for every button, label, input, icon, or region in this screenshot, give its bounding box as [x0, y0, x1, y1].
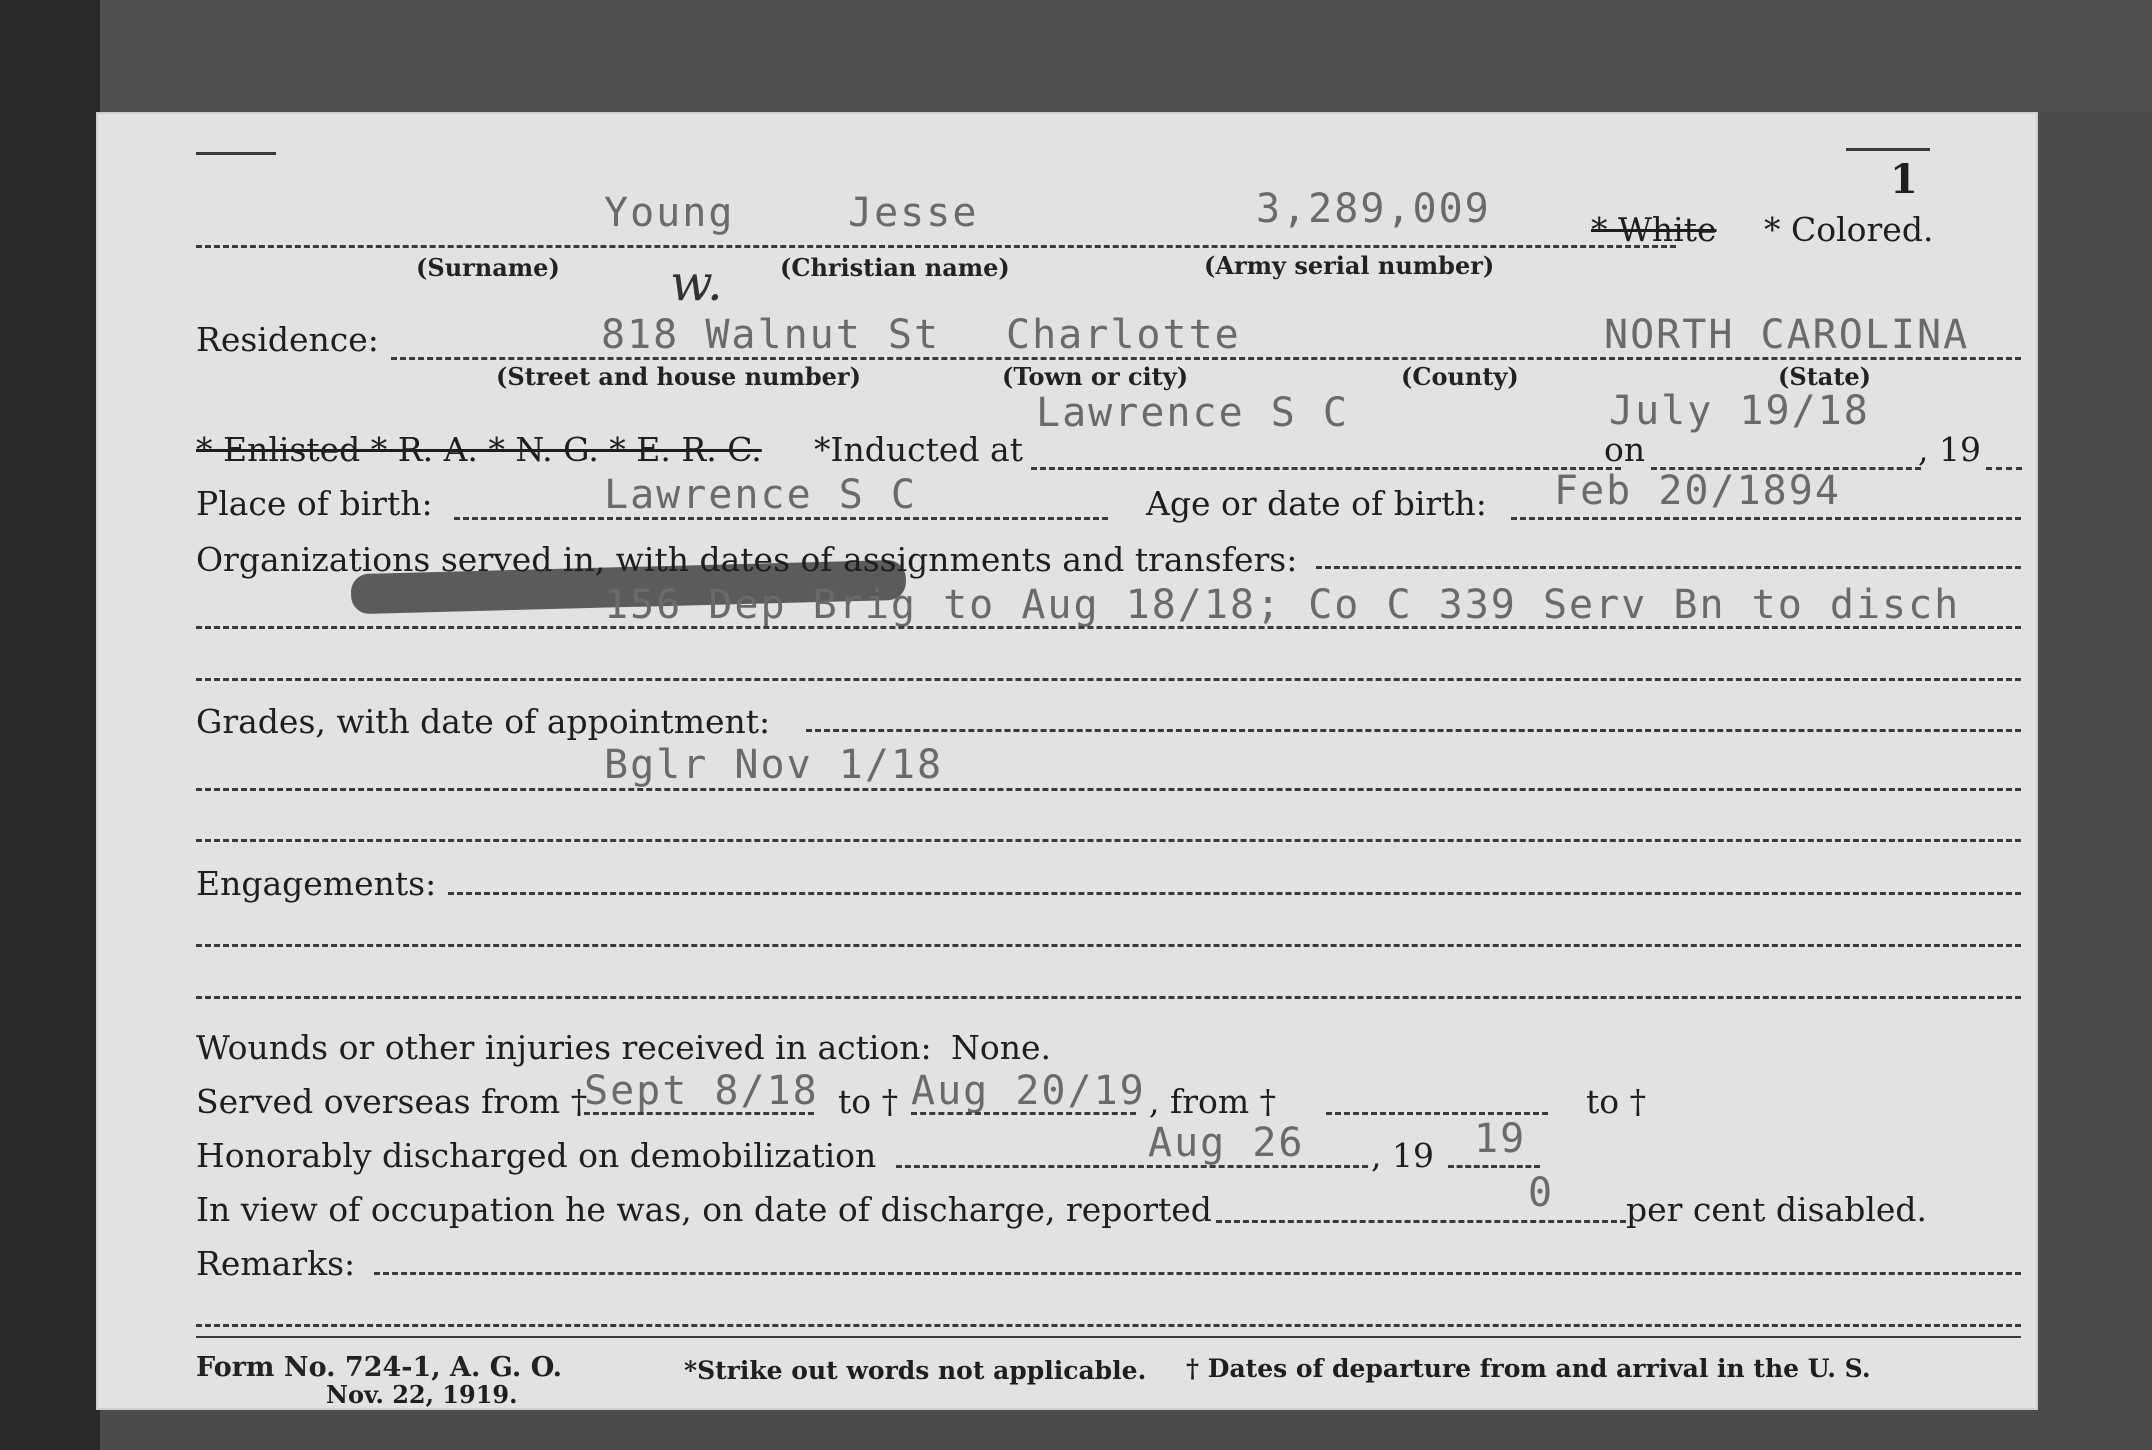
town-value: Charlotte [1006, 312, 1241, 358]
year-19-label: , 19 [1918, 430, 1981, 469]
inducted-line [1031, 467, 1621, 470]
christian-name-value: Jesse [848, 190, 979, 236]
discharge-year-line [1448, 1165, 1540, 1168]
second-from-line [1326, 1112, 1548, 1115]
engagements-label: Engagements: [196, 864, 437, 903]
surname-value: Young [604, 190, 735, 236]
wounds-label: Wounds or other injuries received in action: [196, 1028, 932, 1067]
scan-background-left [0, 0, 100, 1450]
footnote-strike: *Strike out words not applicable. [684, 1356, 1147, 1385]
discharge-year-value: 19 [1474, 1116, 1527, 1162]
caption-surname: (Surname) [416, 253, 560, 282]
state-value: NORTH CAROLINA [1604, 312, 1970, 358]
scan-background-top [100, 0, 2152, 112]
discharge-year-label: , 19 [1371, 1136, 1434, 1175]
top-left-rule [196, 152, 276, 155]
residence-label: Residence: [196, 320, 379, 359]
grades-value: Bglr Nov 1/18 [604, 742, 944, 788]
inducted-label: *Inducted at [814, 430, 1023, 469]
organizations-line-1 [1316, 566, 2021, 569]
on-label: on [1604, 430, 1646, 469]
footer-rule [196, 1336, 2021, 1338]
induction-place-value: Lawrence S C [1036, 390, 1349, 436]
discharge-date-line [896, 1165, 1368, 1168]
discharge-label: Honorably discharged on demobilization [196, 1136, 877, 1175]
overseas-to-value: Aug 20/19 [911, 1068, 1146, 1114]
per-cent-disabled-label: per cent disabled. [1626, 1190, 1928, 1229]
grades-label: Grades, with date of appointment: [196, 702, 771, 741]
organizations-line-3 [196, 678, 2021, 681]
dob-value: Feb 20/1894 [1554, 468, 1841, 514]
caption-serial-number: (Army serial number) [1204, 251, 1495, 280]
occupation-label: In view of occupation he was, on date of discharge, reported [196, 1190, 1212, 1229]
organizations-value: 156 Dep Brig to Aug 18/18; Co C 339 Serv Bn to disch [604, 582, 1961, 628]
form-date: Nov. 22, 1919. [326, 1380, 518, 1409]
overseas-from-line [584, 1112, 814, 1115]
handwritten-mark: w. [670, 254, 723, 312]
dob-label: Age or date of birth: [1146, 484, 1487, 523]
dob-line [1511, 517, 2021, 520]
caption-street: (Street and house number) [496, 362, 861, 391]
overseas-from-value: Sept 8/18 [584, 1068, 819, 1114]
enlisted-label: * Enlisted * R. A. * N. G. * E. R. C. [196, 430, 762, 469]
service-record-card [96, 112, 2038, 1410]
serial-number-value: 3,289,009 [1256, 186, 1491, 232]
second-to-label: to † [1586, 1082, 1647, 1121]
grades-line-3 [196, 839, 2021, 842]
remarks-line-2 [196, 1324, 2021, 1327]
remarks-line-1 [374, 1272, 2021, 1275]
engagements-line-2 [196, 944, 2021, 947]
residence-line [391, 357, 2021, 360]
race-white-label: * White [1591, 210, 1717, 249]
year-line [1986, 467, 2022, 470]
organizations-line-2 [196, 626, 2021, 629]
wounds-value: None. [951, 1028, 1052, 1067]
top-right-rule [1846, 148, 1930, 151]
engagements-line-1 [448, 892, 2021, 895]
caption-county: (County) [1401, 362, 1519, 391]
footnote-dates: † Dates of departure from and arrival in the U. S. [1186, 1354, 1871, 1383]
engagements-line-3 [196, 996, 2021, 999]
disability-value: 0 [1528, 1170, 1555, 1216]
induction-date-value: July 19/18 [1609, 388, 1870, 434]
caption-town: (Town or city) [1002, 362, 1189, 391]
caption-state: (State) [1778, 362, 1872, 391]
street-value: 818 Walnut St [601, 312, 941, 358]
birthplace-value: Lawrence S C [604, 472, 917, 518]
second-from-label: , from † [1149, 1082, 1277, 1121]
birthplace-label: Place of birth: [196, 484, 433, 523]
form-number: Form No. 724-1, A. G. O. [196, 1352, 563, 1383]
disability-line [1216, 1220, 1626, 1223]
remarks-label: Remarks: [196, 1244, 356, 1283]
caption-christian-name: (Christian name) [780, 253, 1010, 282]
name-line [196, 245, 1676, 248]
birthplace-line [454, 517, 1108, 520]
organizations-label: Organizations served in, with dates of assignments and transfers: [196, 540, 1298, 579]
grades-line-2 [196, 788, 2021, 791]
overseas-label: Served overseas from † [196, 1082, 588, 1121]
page-number: 1 [1890, 156, 1918, 203]
grades-line-1 [806, 729, 2021, 732]
overseas-to-line [911, 1112, 1136, 1115]
discharge-date-value: Aug 26 [1148, 1120, 1305, 1166]
race-colored-label: * Colored. [1764, 210, 1934, 249]
overseas-to-label: to † [838, 1082, 899, 1121]
